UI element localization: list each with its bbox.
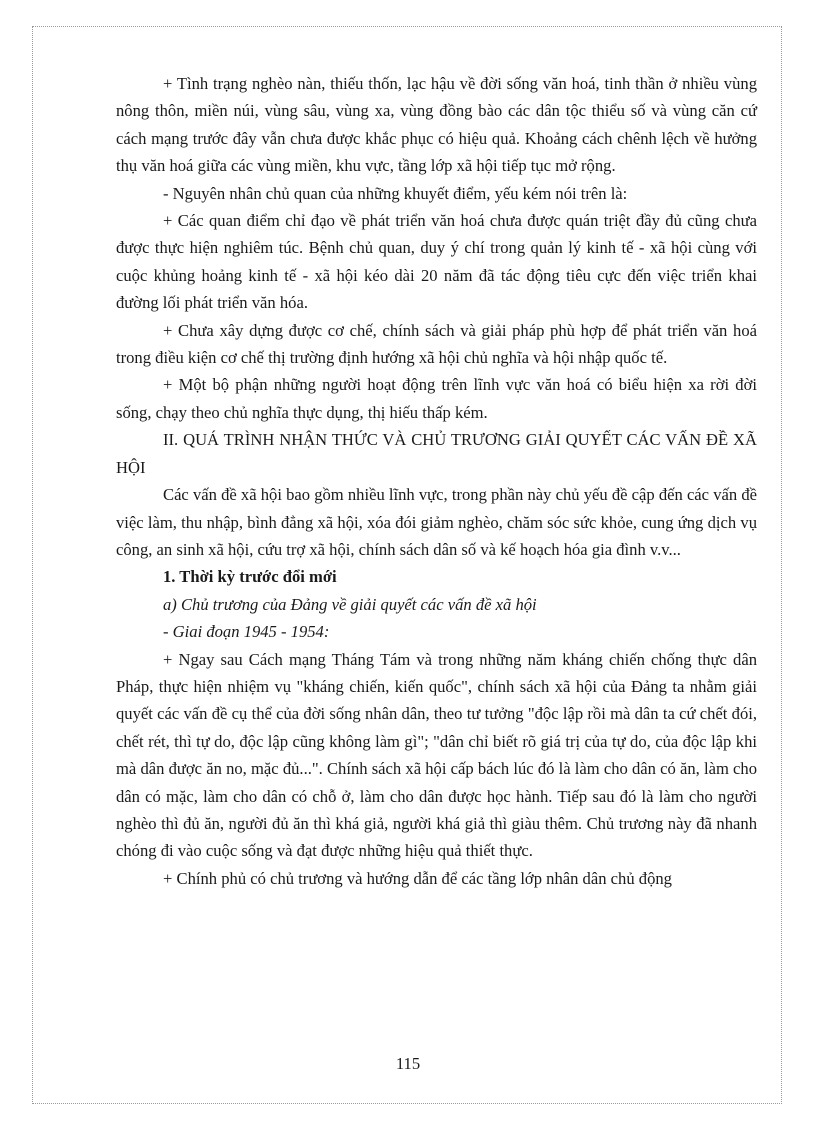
paragraph-mechanisms: + Chưa xây dựng được cơ chế, chính sách và giải pháp phù hợp để phát triển văn hoá trong điều kiện cơ chế thị trường định hướng xã hội chủ nghĩa và hội nhập quốc tế. <box>116 320 757 368</box>
document-body <box>116 70 757 892</box>
paragraph-poverty: + Tình trạng nghèo nàn, thiếu thốn, lạc hậu về đời sống văn hoá, tinh thần ở nhiều vùng nông thôn, miền núi, vùng sâu, vùng xa, vùng đồng bào các dân tộc thiểu số và vùng căn cứ cách mạng trước đây vẫn chưa được khắc phục có hiệu quả. Khoảng cách chênh lệch về hưởng thụ văn hoá giữa các vùng miền, khu vực, tầng lớp xã hội tiếp tục mở rộng. <box>116 74 757 176</box>
period-heading-1945-1954: - Giai đoạn 1945 - 1954: <box>163 622 330 642</box>
paragraph-cultural-workers: + Một bộ phận những người hoạt động trên lĩnh vực văn hoá có biểu hiện xa rời đời sống, chạy theo chủ nghĩa thực dụng, thị hiếu thấp kém. <box>116 375 757 422</box>
paragraph-guidelines: + Các quan điểm chỉ đạo về phát triển văn hoá chưa được quán triệt đầy đủ cũng chưa được thực hiện nghiêm túc. Bệnh chủ quan, duy ý chí trong quản lý kinh tế - xã hội cùng với cuộc khủng hoảng kinh tế - xã hội kéo dài 20 năm đã tác động tiêu cực đến việc triển khai đường lối phát triển văn hóa. <box>116 211 757 313</box>
section-heading-ii: II. QUÁ TRÌNH NHẬN THỨC VÀ CHỦ TRƯƠNG GIẢI QUYẾT CÁC VẤN ĐỀ XÃ HỘI <box>116 430 757 477</box>
paragraph-subjective-causes: - Nguyên nhân chủ quan của những khuyết điểm, yếu kém nói trên là: <box>163 183 628 203</box>
subsection-heading-a: a) Chủ trương của Đảng về giải quyết các vấn đề xã hội <box>163 594 537 614</box>
paragraph-august-revolution: + Ngay sau Cách mạng Tháng Tám và trong những năm kháng chiến chống thực dân Pháp, thực hiện nhiệm vụ "kháng chiến, kiến quốc", chính sách xã hội của Đảng ta nhằm giải quyết các vấn đề cụ thể của đời sống nhân dân, theo tư tưởng "độc lập rồi mà dân ta cứ chết đói, chết rét, thì tự do, độc lập cũng không làm gì"; "dân chỉ biết rõ giá trị của tự do, của độc lập khi mà dân được ăn no, mặc đủ...". Chính sách xã hội cấp bách lúc đó là làm cho dân có ăn, làm cho dân có mặc, làm cho dân có chỗ ở, làm cho dân được học hành. Tiếp sau đó là làm cho người nghèo thì đủ ăn, người đủ ăn thì khá giả, người khá giả thì giàu thêm. Chủ trương này đã nhanh chóng đi vào cuộc sống và đạt được những hiệu quả thiết thực. <box>116 649 757 861</box>
paragraph-social-issues: Các vấn đề xã hội bao gồm nhiều lĩnh vực, trong phần này chủ yếu đề cập đến các vấn đề việc làm, thu nhập, bình đẳng xã hội, xóa đói giảm nghèo, chăm sóc sức khỏe, cung ứng dịch vụ công, an sinh xã hội, cứu trợ xã hội, chính sách dân số và kế hoạch hóa gia đình v.v... <box>116 485 757 559</box>
page-number: 115 <box>395 1054 421 1073</box>
subsection-heading-1: 1. Thời kỳ trước đổi mới <box>163 567 337 587</box>
paragraph-government-guidance: + Chính phủ có chủ trương và hướng dẫn để các tầng lớp nhân dân chủ động <box>163 868 672 888</box>
